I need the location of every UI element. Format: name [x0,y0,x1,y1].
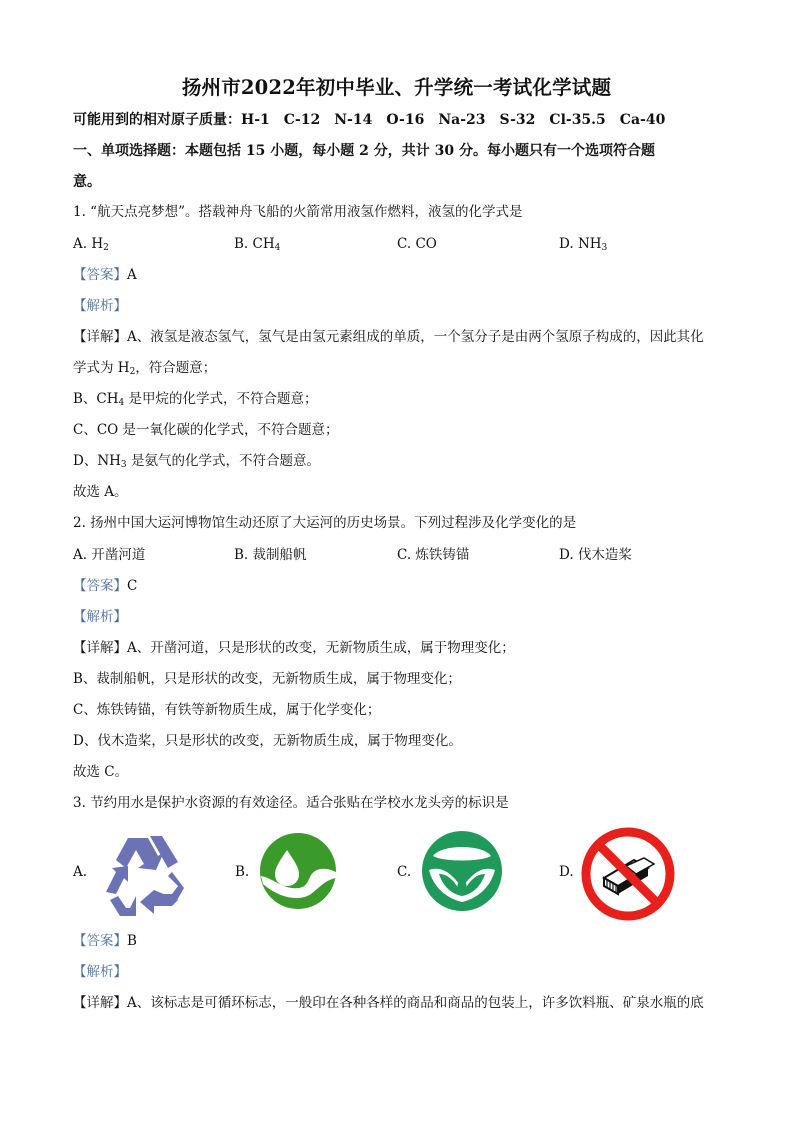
answer-value: C [127,578,138,594]
q1-detail-a: 【详解】A、液氢是液态氢气，氢气是由氢元素组成的单质，一个氢分子是由两个氢原子构成的，因此其化 [73,329,704,345]
q1-detail-b: B、$CH_4$ 是甲烷的化学式，不符合题意； [73,391,318,408]
q1-option-d: D. $NH_3$ [559,236,608,253]
green-food-icon [421,830,503,912]
q1-option-a: A. $H_2$ [73,236,109,253]
atomic-mass-line [73,111,679,129]
q3-option-a-label: A. [73,864,88,880]
atomic-mass-label: 可能用到的相对原子质量： [73,112,241,128]
answer-value: A [127,267,137,283]
mass-item: N-14 [334,112,373,128]
q2-analysis-label: 【解析】 [73,609,127,625]
q1-detail-c: C、CO 是一氧化碳的化学式，不符合题意； [73,422,339,438]
q1-conclusion: 故选 A。 [73,484,128,500]
question-1-stem: 1. “航天点亮梦想”。搭载神舟飞船的火箭常用液氢作燃料，液氢的化学式是 [73,204,523,220]
q1-option-b: B. $CH_4$ [234,236,281,253]
q2-conclusion: 故选 C。 [73,764,129,780]
page-title: 扬州市2022年初中毕业、升学统一考试化学试题 [181,76,612,99]
answer-label: 【答案】 [73,578,127,594]
q3-analysis-label: 【解析】 [73,964,127,980]
mass-item: Cl-35.5 [549,112,606,128]
q3-option-c-label: C. [397,864,412,880]
q1-option-c: C. CO [397,236,437,252]
no-matches-icon [580,826,676,922]
mass-item: O-16 [386,112,425,128]
mass-item: Na-23 [438,112,486,128]
water-saving-icon [259,832,337,910]
section-heading: 一、单项选择题：本题包括 15 小题，每小题 2 分，共计 30 分。每小题只有一个选项符合题 [73,143,655,159]
q1-detail-a-cont: 学式为 $H_2$，符合题意； [73,360,217,377]
q2-answer [73,577,137,595]
q1-analysis-label: 【解析】 [73,298,127,314]
mass-item: C-12 [283,112,321,128]
q1-detail-d: D、$NH_3$ 是氨气的化学式，不符合题意。 [73,453,320,470]
mass-item: H-1 [241,112,270,128]
q3-option-b-label: B. [235,864,250,880]
q3-answer [73,932,137,950]
q2-detail-d: D、伐木造桨，只是形状的改变，无新物质生成，属于物理变化。 [73,733,462,749]
q3-detail-a: 【详解】A、该标志是可循环标志，一般印在各种各样的商品和商品的包装上，许多饮料瓶、矿泉水瓶的底 [73,995,704,1011]
answer-label: 【答案】 [73,267,127,283]
q2-option-c: C. 炼铁铸锚 [397,547,470,563]
q2-option-d: D. 伐木造桨 [559,547,632,563]
q2-option-b: B. 裁制船帆 [234,547,307,563]
recycle-icon [98,830,194,920]
q2-detail-b: B、裁制船帆，只是形状的改变，无新物质生成，属于物理变化； [73,671,461,687]
q1-answer [73,266,137,284]
q2-detail-c: C、炼铁铸锚，有铁等新物质生成，属于化学变化； [73,702,381,718]
mass-item: S-32 [499,112,536,128]
q2-option-a: A. 开凿河道 [73,547,146,563]
question-2-stem: 2. 扬州中国大运河博物馆生动还原了大运河的历史场景。下列过程涉及化学变化的是 [73,515,577,531]
answer-label: 【答案】 [73,933,127,949]
mass-item: Ca-40 [619,112,666,128]
answer-value: B [127,933,137,949]
question-3-stem: 3. 节约用水是保护水资源的有效途径。适合张贴在学校水龙头旁的标识是 [73,795,509,811]
q2-detail-a: 【详解】A、开凿河道，只是形状的改变，无新物质生成，属于物理变化； [73,640,515,656]
section-heading-cont: 意。 [73,174,101,190]
q3-option-d-label: D. [559,864,574,880]
